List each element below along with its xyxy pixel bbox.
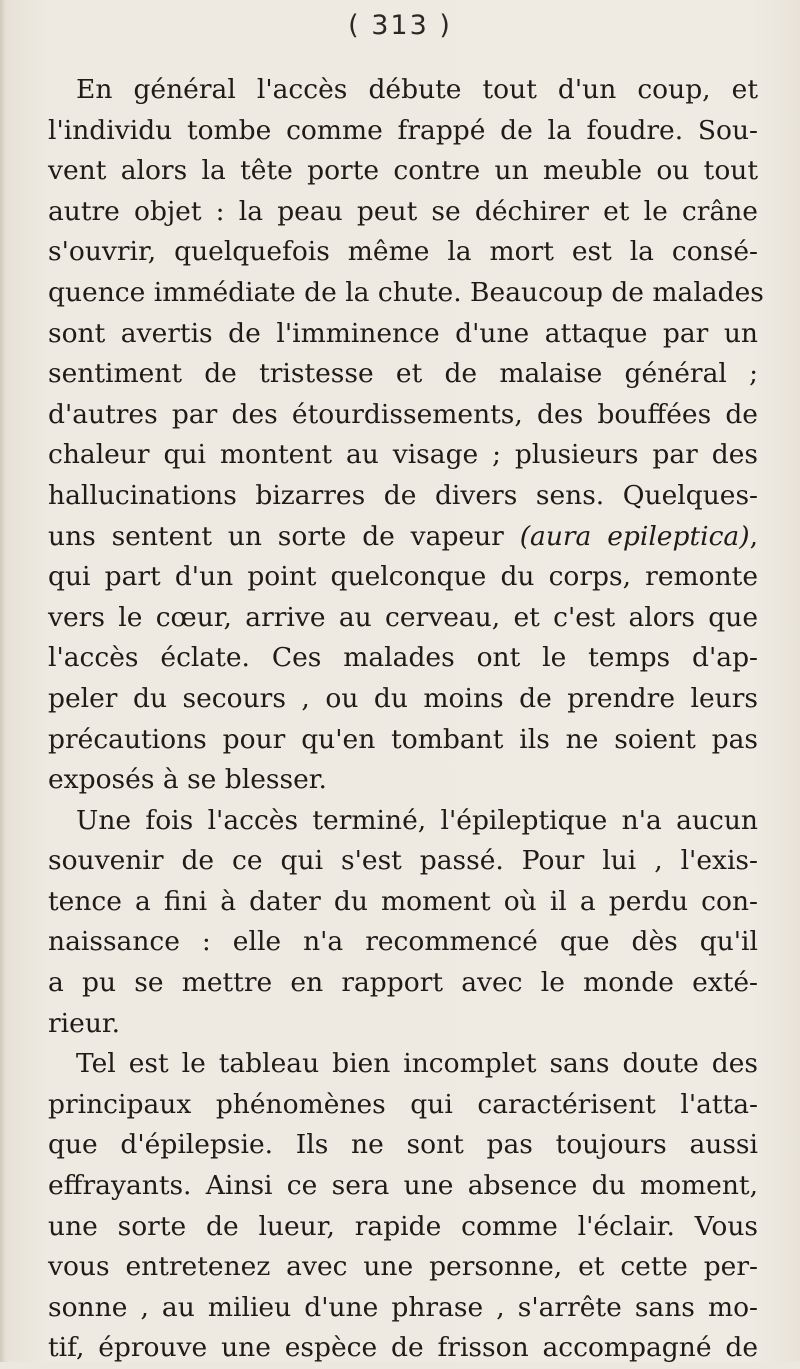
text-line: s'ouvrir, quelquefois même la mort est la consé- [48, 236, 758, 268]
text-line: hallucinations bizarres de divers sens. Quelques- [48, 479, 758, 511]
text-line: rieur. [48, 1007, 121, 1039]
text-line: Une fois l'accès terminé, l'épileptique n'a aucun [76, 804, 758, 836]
text-line: quence immédiate de la chute. Beaucoup de malades [48, 276, 764, 308]
text-line: naissance : elle n'a recommencé que dès qu'il [48, 926, 758, 958]
text-line: qui part d'un point quelconque du corps, remonte [48, 561, 758, 593]
text-line: a pu se mettre en rapport avec le monde exté- [48, 967, 758, 999]
text-line: sonne , au milieu d'une phrase , s'arrête sans mo- [48, 1291, 758, 1323]
page-edge-shadow [0, 0, 6, 1362]
text-line: sentiment de tristesse et de malaise général ; [48, 358, 758, 390]
text-line: vent alors la tête porte contre un meuble ou tout [48, 155, 758, 187]
text-line: l'individu tombe comme frappé de la foudre. Sou- [48, 114, 758, 146]
text-line: vers le cœur, arrive au cerveau, et c'est alors que [48, 601, 758, 633]
text-line: peler du secours , ou du moins de prendre leurs [48, 682, 758, 714]
text-fragment: , [749, 520, 758, 552]
text-line-with-italic [48, 517, 758, 558]
text-line: précautions pour qu'en tombant ils ne soient pas [48, 723, 758, 755]
text-line: En général l'accès débute tout d'un coup, et [76, 74, 758, 105]
page-number: ( 313 ) [348, 10, 452, 41]
text-line: autre objet : la peau peut se déchirer et le crâne [48, 195, 758, 227]
body-text [48, 70, 764, 1369]
text-line: effrayants. Ainsi ce sera une absence du moment, [48, 1170, 758, 1202]
text-line: chaleur qui montent au visage ; plusieurs par des [48, 439, 758, 471]
text-line: une sorte de lueur, rapide comme l'éclair. Vous [48, 1210, 758, 1242]
italic-term: (aura epileptica) [519, 520, 750, 552]
text-fragment: uns sentent un sorte de vapeur [48, 520, 504, 552]
text-line: tence a fini à dater du moment où il a perdu con- [48, 885, 758, 917]
text-line: l'accès éclate. Ces malades ont le temps d'ap- [48, 642, 758, 674]
text-line: que d'épilepsie. Ils ne sont pas toujours aussi [48, 1129, 758, 1161]
text-line: vous entretenez avec une personne, et cette per- [48, 1251, 758, 1283]
text-line: exposés à se blesser. [48, 764, 327, 796]
text-line: tif, éprouve une espèce de frisson accompagné de [48, 1332, 758, 1364]
text-line: Tel est le tableau bien incomplet sans doute des [76, 1048, 758, 1080]
text-line: d'autres par des étourdissements, des bouffées de [48, 398, 758, 430]
text-line: sont avertis de l'imminence d'une attaque par un [48, 317, 758, 349]
text-line: principaux phénomènes qui caractérisent l'atta- [48, 1088, 758, 1120]
text-line: souvenir de ce qui s'est passé. Pour lui , l'exis- [48, 845, 758, 877]
